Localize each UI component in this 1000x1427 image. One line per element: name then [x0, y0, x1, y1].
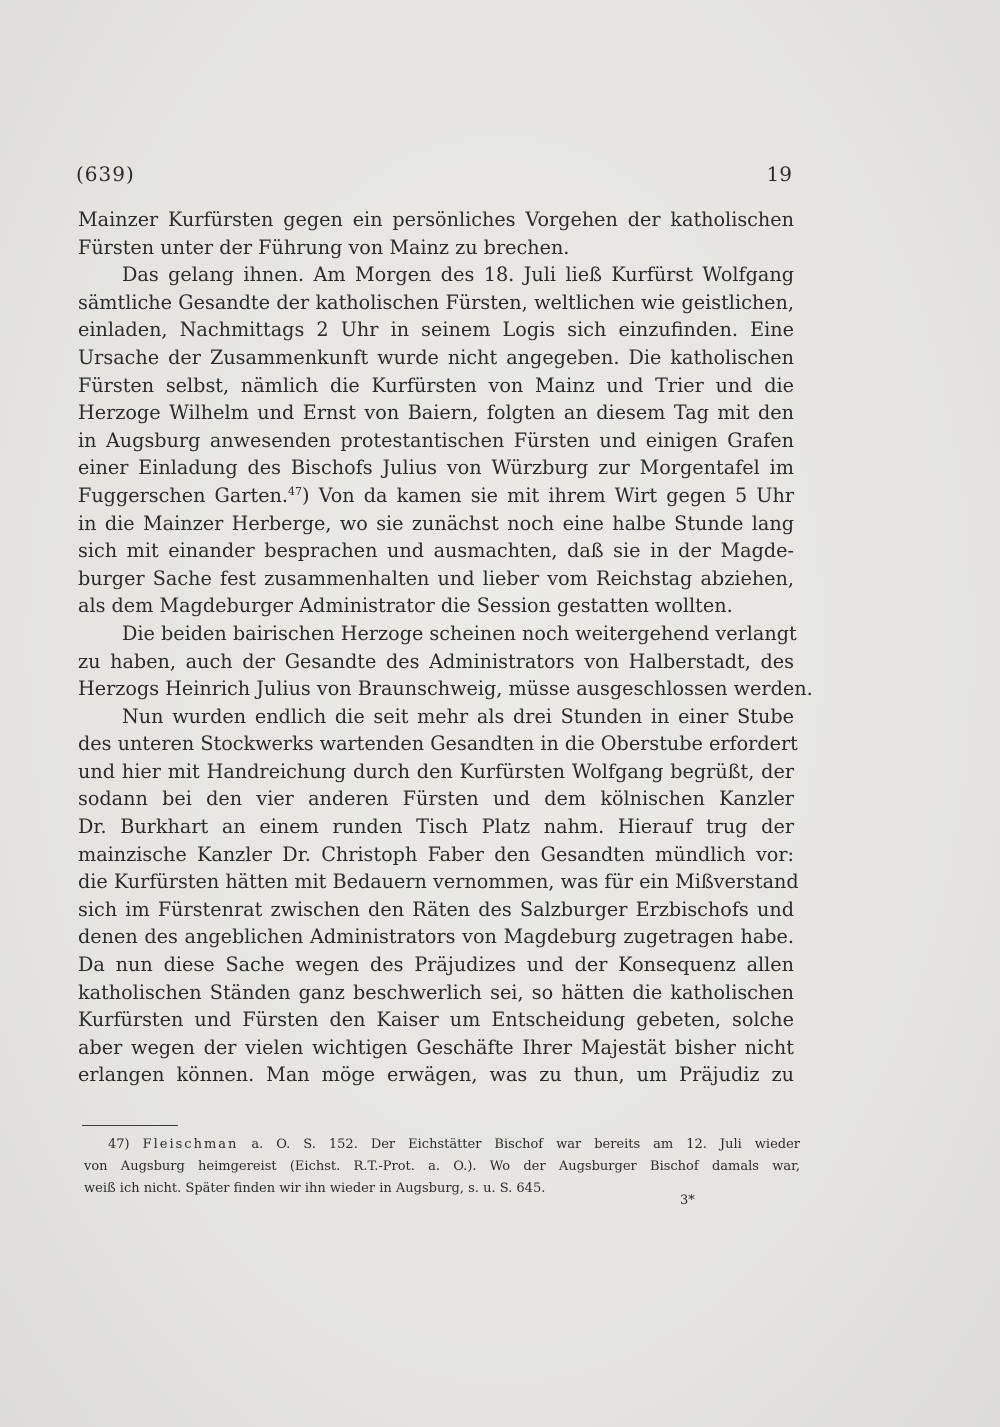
text-line: denen des angeblichen Administrators von Magdeburg zugetragen habe. [78, 925, 794, 949]
text-line: Die beiden bairischen Herzoge scheinen noch weitergehend verlangt [122, 621, 797, 645]
text-line: Da nun diese Sache wegen des Präjudizes und der Konsequenz allen [78, 953, 794, 977]
text-line: einladen, Nachmittags 2 Uhr in seinem Logis sich einzufinden. Eine [78, 318, 794, 342]
text-line: zu haben, auch der Gesandte des Administrators von Halberstadt, des [78, 649, 794, 673]
text-line: sodann bei den vier anderen Fürsten und dem kölnischen Kanzler [78, 787, 794, 811]
text-line: einer Einladung des Bischofs Julius von Würzburg zur Morgentafel im [78, 456, 794, 480]
text-line: die Kurfürsten hätten mit Bedauern vernommen, was für ein Mißverstand [78, 870, 799, 894]
text-line: in Augsburg anwesenden protestantischen Fürsten und einigen Grafen [78, 428, 794, 452]
text-line: Kurfürsten und Fürsten den Kaiser um Entscheidung gebeten, solche [78, 1008, 794, 1032]
text-line: aber wegen der vielen wichtigen Geschäfte Ihrer Majestät bisher nicht [78, 1035, 794, 1059]
text-line: Das gelang ihnen. Am Morgen des 18. Juli ließ Kurfürst Wolfgang [122, 263, 794, 287]
footnote-line: weiß ich nicht. Später finden wir ihn wieder in Augsburg, s. u. S. 645. [84, 1181, 546, 1196]
signature-mark: 3* [680, 1193, 695, 1208]
footnote-marker: 47) [108, 1137, 143, 1152]
text-line: mainzische Kanzler Dr. Christoph Faber den Gesandten mündlich vor: [78, 842, 794, 866]
running-head [76, 162, 792, 192]
footnote-divider [82, 1125, 178, 1126]
footnotes [84, 1134, 800, 1200]
footnote-line: von Augsburg heimgereist (Eichst. R.T.-Prot. a. O.). Wo der Augsburger Bischof damals war, [84, 1159, 800, 1174]
page-reference: (639) [76, 162, 135, 186]
footnote-line [84, 1134, 800, 1156]
text-line: Herzoge Wilhelm und Ernst von Baiern, folgten an diesem Tag mit den [78, 401, 794, 425]
text-line [78, 482, 794, 510]
text-line: sämtliche Gesandte der katholischen Fürsten, weltlichen wie geistlichen, [78, 290, 794, 314]
footnote-reference: 47 [288, 484, 303, 498]
text-line: des unteren Stockwerks wartenden Gesandten in die Oberstube erfordert [78, 732, 798, 756]
text-fragment: ) Von da kamen sie mit ihrem Wirt gegen 5 Uhr [302, 483, 794, 507]
text-line: Fürsten selbst, nämlich die Kurfürsten von Mainz und Trier und die [78, 373, 794, 397]
text-line: Ursache der Zusammenkunft wurde nicht angegeben. Die katholischen [78, 345, 794, 369]
text-line: sich mit einander besprachen und ausmachten, daß sie in der Magde- [78, 539, 794, 563]
text-line: katholischen Ständen ganz beschwerlich sei, so hätten die katholischen [78, 980, 794, 1004]
text-line: burger Sache fest zusammenhalten und lieber vom Reichstag abziehen, [78, 566, 794, 590]
text-line: und hier mit Handreichung durch den Kurfürsten Wolfgang begrüßt, der [78, 759, 794, 783]
body-text [78, 206, 813, 1089]
page-number: 19 [766, 162, 792, 186]
text-line: Dr. Burkhart an einem runden Tisch Platz nahm. Hierauf trug der [78, 815, 794, 839]
text-line: sich im Fürstenrat zwischen den Räten des Salzburger Erzbischofs und [78, 897, 794, 921]
text-line: in die Mainzer Herberge, wo sie zunächst noch eine halbe Stunde lang [78, 511, 794, 535]
footnote-author: Fleischman [142, 1137, 239, 1152]
text-line: Mainzer Kurfürsten gegen ein persönliches Vorgehen der katholischen [78, 208, 794, 231]
text-line: erlangen können. Man möge erwägen, was zu thun, um Präjudiz zu [78, 1063, 794, 1087]
text-line: Nun wurden endlich die seit mehr als drei Stunden in einer Stube [122, 704, 794, 728]
text-fragment: Fuggerschen Garten. [78, 483, 289, 507]
text-line: Fürsten unter der Führung von Mainz zu brechen. [78, 235, 570, 259]
text-line: Herzogs Heinrich Julius von Braunschweig, müsse ausgeschlossen werden. [78, 677, 813, 701]
text-line: als dem Magdeburger Administrator die Session gestatten wollten. [78, 594, 733, 618]
footnote-text: a. O. S. 152. Der Eichstätter Bischof war bereits am 12. Juli wieder [238, 1137, 800, 1152]
